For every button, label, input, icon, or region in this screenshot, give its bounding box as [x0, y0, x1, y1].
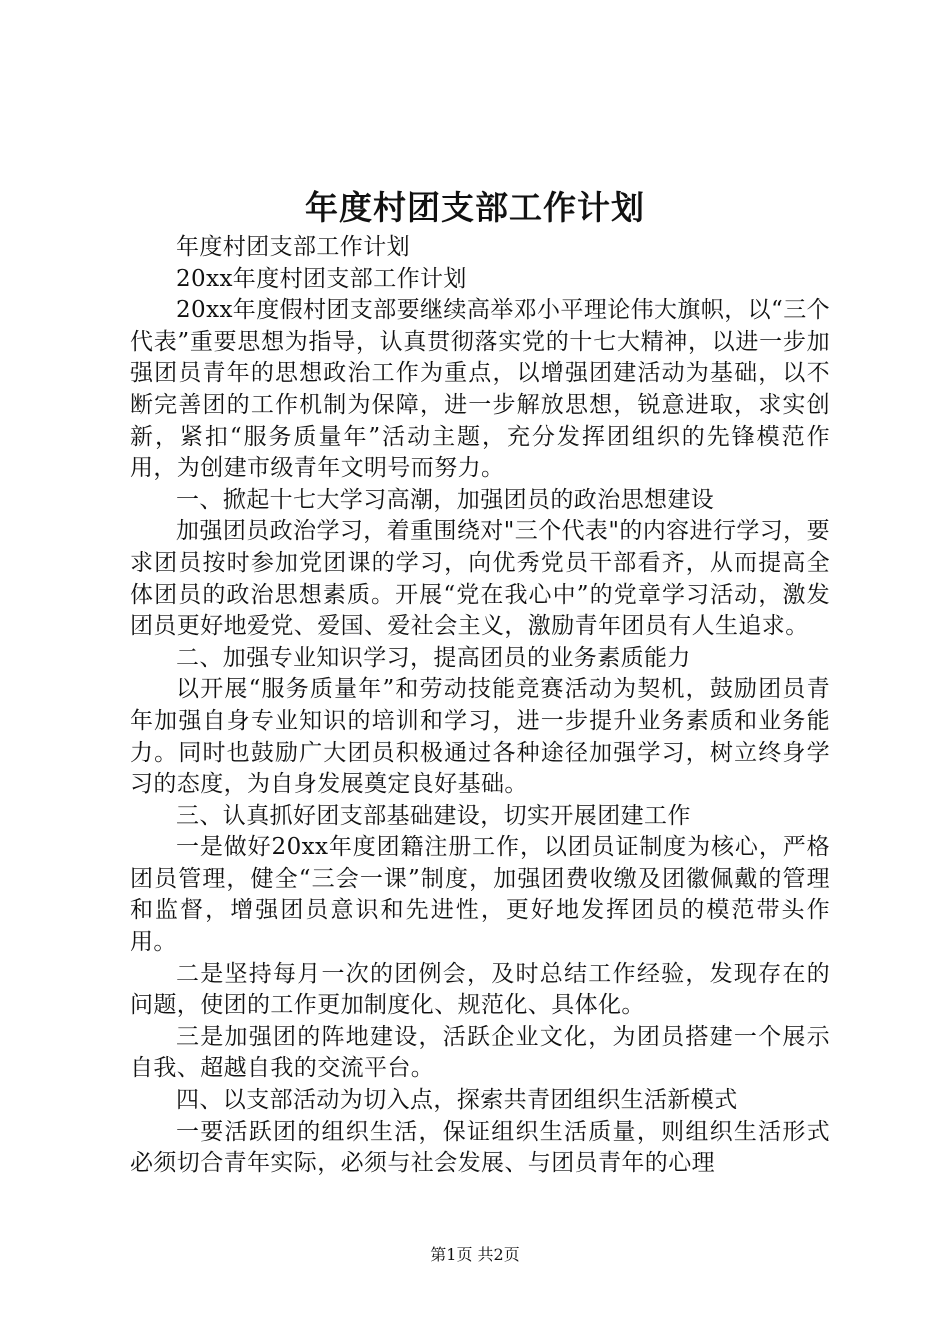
- paragraph: 二是坚持每月一次的团例会，及时总结工作经验，发现存在的问题，使团的工作更加制度化、规范化、具体化。: [130, 960, 830, 1019]
- paragraph: 三是加强团的阵地建设，活跃企业文化，为团员搭建一个展示自我、超越自我的交流平台。: [130, 1023, 830, 1082]
- page-footer: 第1页 共2页: [430, 1245, 520, 1264]
- paragraph: 一是做好20xx年度团籍注册工作，以团员证制度为核心，严格团员管理，健全“三会一课”制度，加强团费收缴及团徽佩戴的管理和监督，增强团员意识和先进性，更好地发挥团员的模范带头作用。: [130, 834, 830, 956]
- document-title: 年度村团支部工作计划: [305, 188, 645, 227]
- document-body: [130, 232, 830, 1180]
- paragraph: 一要活跃团的组织生活，保证组织生活质量，则组织生活形式必须切合青年实际，必须与社会发展、与团员青年的心理: [130, 1118, 830, 1177]
- section-heading: 四、以支部活动为切入点，探索共青团组织生活新模式: [176, 1087, 738, 1114]
- paragraph: 以开展“服务质量年”和劳动技能竞赛活动为契机，鼓励团员青年加强自身专业知识的培训和学习，进一步提升业务素质和业务能力。同时也鼓励广大团员积极通过各种途径加强学习，树立终身学习的态度，为自身发展奠定良好基础。: [130, 676, 830, 798]
- paragraph: 20xx年度假村团支部要继续高举邓小平理论伟大旗帜，以“三个代表”重要思想为指导，认真贯彻落实党的十七大精神，以进一步加强团员青年的思想政治工作为重点，以增强团建活动为基础，以不断完善团的工作机制为保障，进一步解放思想，锐意进取，求实创新，紧扣“服务质量年”活动主题，充分发挥团组织的先锋模范作用，为创建市级青年文明号而努力。: [130, 297, 830, 482]
- section-heading: 三、认真抓好团支部基础建设，切实开展团建工作: [176, 802, 691, 829]
- paragraph: 年度村团支部工作计划: [176, 234, 410, 260]
- paragraph: 20xx年度村团支部工作计划: [176, 265, 467, 292]
- section-heading: 一、掀起十七大学习高潮，加强团员的政治思想建设: [176, 486, 715, 513]
- paragraph: 加强团员政治学习，着重围绕对"三个代表"的内容进行学习，要求团员按时参加党团课的学习，向优秀党员干部看齐，从而提高全体团员的政治思想素质。开展“党在我心中”的党章学习活动，激发团员更好地爱党、爱国、爱社会主义，激励青年团员有人生追求。: [130, 518, 830, 640]
- section-heading: 二、加强专业知识学习，提高团员的业务素质能力: [176, 644, 691, 671]
